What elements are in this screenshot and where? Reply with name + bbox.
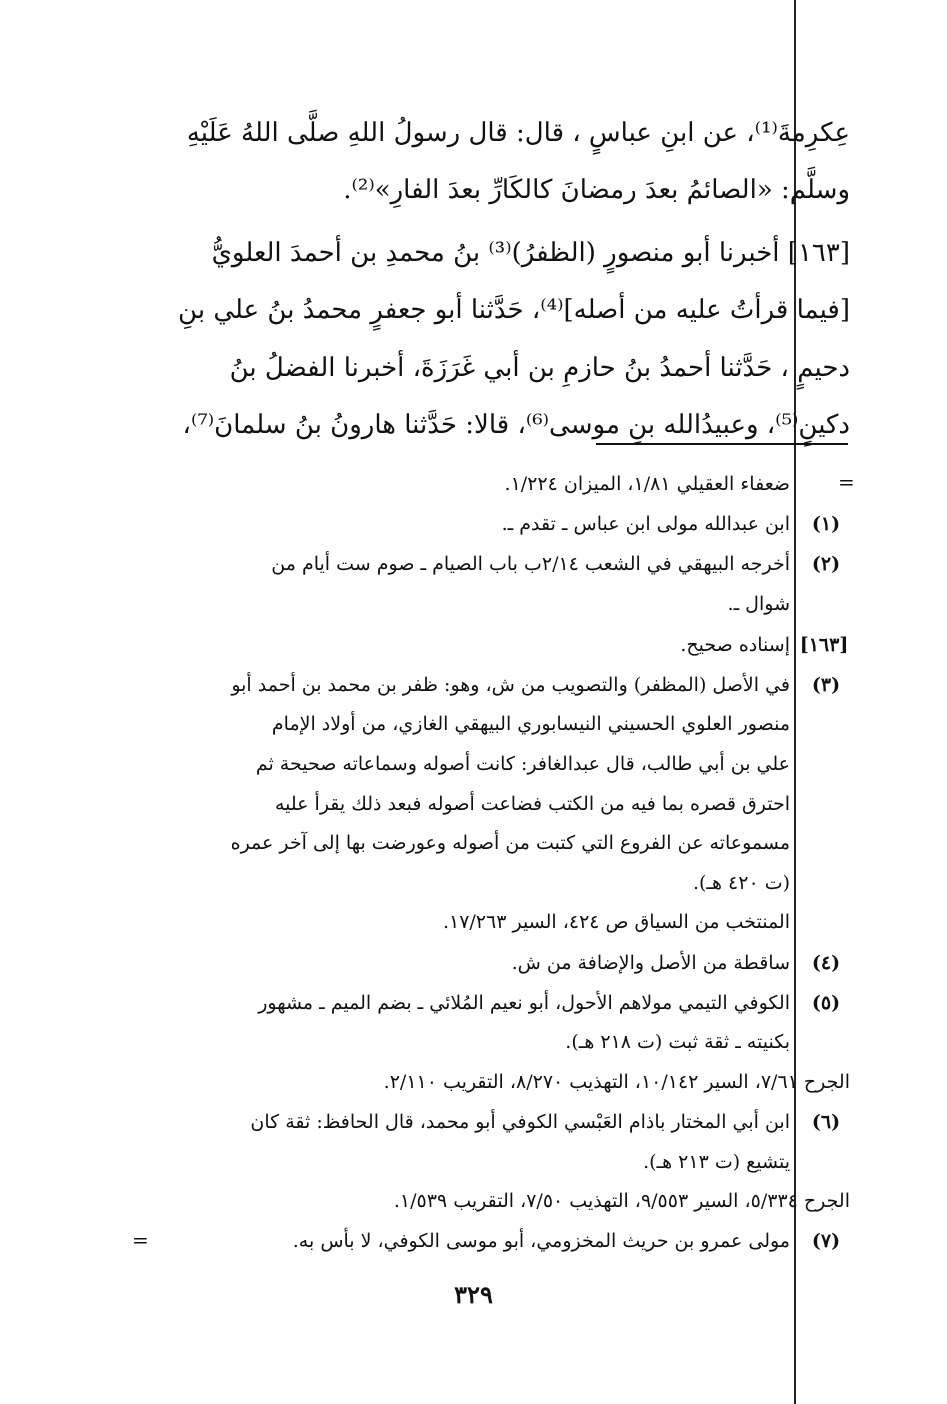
footnote-1: (١) ابن عبدالله مولى ابن عباس ـ تقدم ـ. [501,513,841,535]
footnote-2: (٢) أخرجه البيهقي في الشعب ٢/١٤ب باب الصيام ـ صوم ست أيام من [271,553,841,575]
page-number: ٣٢٩ [454,1280,493,1309]
footnote-2-cont: شوال ـ. [727,593,790,615]
main-line-6: دكينٍ⁽⁵⁾، وعبيدُالله بنِ موسى⁽⁶⁾، قالا: حَدَّثنا هارونُ بنُ سلمانَ⁽⁷⁾، [182,410,850,440]
footnote-separator [596,443,848,445]
footnote-5-source: الجرح ٧/٦١، السير ١٠/١٤٢، التهذيب ٨/٢٧٠، التقريب ٢/١١٠. [383,1071,850,1093]
continuation-mark-top: = [838,470,855,494]
footnote-5-cont: بكنيته ـ ثقة ثبت (ت ٢١٨ هـ). [565,1031,790,1053]
footnote-6: (٦) ابن أبي المختار باذام العَبْسي الكوفي أبو محمد، قال الحافظ: ثقة كان [250,1111,841,1133]
footnote-3-cont: (ت ٤٢٠ هـ). [692,872,790,894]
continuation-mark-bottom: = [132,1228,149,1252]
footnote-3-cont: علي بن أبي طالب، قال عبدالغافر: كانت أصوله وسماعاته صحيحة ثم [255,753,790,775]
footnote-4: (٤) ساقطة من الأصل والإضافة من ش. [511,952,841,974]
footnote-6-cont: يتشيع (ت ٢١٣ هـ). [643,1151,790,1173]
footnote-3-source: المنتخب من السياق ص ٤٢٤، السير ١٧/٢٦٣. [442,911,790,933]
footnote-3-cont: مسموعاته عن الفروع التي كتبت من أصوله وعورضت بها إلى آخر عمره [230,832,790,854]
main-line-4: [فيما قرأتُ عليه من أصله]⁽⁴⁾، حَدَّثنا أبو جعفرٍ محمدُ بنُ علي بنِ [178,295,850,325]
footnote-3: (٣) في الأصل (المظفر) والتصويب من ش، وهو: ظفر بن محمد بن أحمد أبو [231,674,841,696]
footnote-3-cont: منصور العلوي الحسيني النيسابوري البيهقي الغازي، من أولاد الإمام [271,713,790,735]
footnote-3-cont: احترق قصره بما فيه من الكتب فضاعت أصوله فبعد ذلك يقرأ عليه [274,793,790,815]
main-line-3: [١٦٣] أخبرنا أبو منصورٍ (الظفرُ)⁽³⁾ بنُ محمدِ بن أحمدَ العلويُّ [211,238,850,268]
main-line-1: عِكرِمةَ⁽¹⁾، عن ابنِ عباسٍ ، قال: قال رسولُ اللهِ صلَّى اللهُ عَلَيْهِ [186,118,850,148]
footnote-6-source: الجرح ٥/٣٣٤، السير ٩/٥٥٣، التهذيب ٧/٥٠، التقريب ١/٥٣٩. [393,1190,850,1212]
main-line-5: دحيمٍ ، حَدَّثنا أحمدُ بنُ حازمِ بن أبي غَرَزَةَ، أخبرنا الفضلُ بنُ [229,353,850,383]
footnote-continuation: ضعفاء العقيلي ١/٨١، الميزان ١/٢٢٤. [504,473,790,495]
footnote-7: (٧) مولى عمرو بن حريث المخزومي، أبو موسى الكوفي، لا بأس به. [292,1230,841,1252]
footnote-163: [١٦٣] إسناده صحيح. [680,634,849,656]
main-line-2: وسلَّم: «الصائمُ بعدَ رمضانَ كالكَارِّ بعدَ الفارِ»⁽²⁾. [343,175,850,205]
footnote-5: (٥) الكوفي التيمي مولاهم الأحول، أبو نعيم المُلائي ـ بضم الميم ـ مشهور [258,992,841,1014]
